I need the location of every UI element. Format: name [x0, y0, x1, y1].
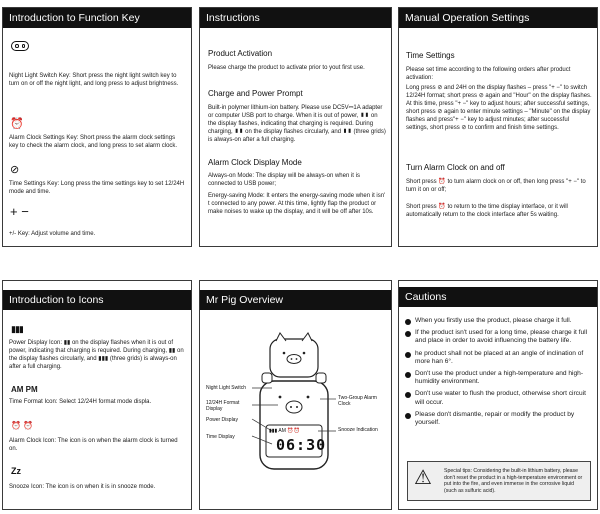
activation-title: Product Activation [208, 49, 273, 58]
label-two-group-alarm: Two-Group Alarm Clock [338, 395, 377, 407]
alarm-clock-key-icon: ⏰ [10, 118, 24, 130]
charge-title: Charge and Power Prompt [208, 89, 303, 98]
time-settings-title: Time Settings [406, 51, 455, 60]
night-light-key-icon [11, 41, 29, 51]
time-settings-key-icon: ⊘ [10, 164, 20, 176]
display-mode-title: Alarm Clock Display Mode [208, 158, 302, 167]
panel-function-key [2, 7, 192, 247]
caution-item: he product shall not be placed at an angle of inclination of more han 6°. [405, 350, 593, 366]
alarm-onoff-text-2: Short press ⏰ to return to the time display interface, or it will automatically return to the clock interface after 5s waiting. [406, 204, 568, 218]
panel-overview [199, 280, 392, 510]
time-settings-text-2: Long press ⊘ and 24H on the display flashes – press "+ −" to switch 12/24H format; short press ⊘ again and "Hour" on the display flashes. At this time, press "+ −" key to adjust hours; after successful settings, short press ⊘ again to enter minute settings – "Minute" on the display flashes and press"+ −" key to adjust minutes; after successful settings, short press ⊘ to confirm and finish time settings. [406, 85, 592, 131]
caution-list [405, 317, 593, 431]
panel-title: Introduction to Icons [3, 290, 191, 310]
volume-key-icon: + − [10, 204, 29, 219]
panel-icons [2, 280, 192, 510]
panel-title: Manual Operation Settings [399, 8, 597, 28]
alarm-icon-text: Alarm Clock Icon: The icon is on when the alarm clock is turned on. [9, 438, 178, 452]
alarm-icons: ⏰ ⏰ [11, 421, 34, 430]
caution-item: Please don't dismantle, repair or modify the product by yourself. [405, 411, 593, 427]
caution-item: Don't use the product under a high-temperature and high-humidity environment. [405, 370, 593, 386]
panel-title: Introduction to Function Key [3, 8, 191, 28]
time-key-text: Time Settings Key: Long press the time settings key to set 12/24H mode and time. [9, 181, 185, 195]
snooze-icon: Zz [11, 466, 21, 476]
power-icon-text: Power Display Icon: ▮▮ on the display flashes when it is out of power, indicating that charging is required. During charging, ▮▮ on the display flashes circularly, and ▮▮▮ (three grids) is always-on after a full charging. [9, 340, 184, 370]
panel-instructions [199, 7, 392, 247]
clock-screen-top: ▮▮▮ AM ⏰⏰ [269, 428, 300, 434]
ampm-icon-text: Time Format Icon: Select 12/24H format mode displa. [9, 399, 152, 405]
caution-item: Don't use water to flush the product, otherwise short circuit will occur. [405, 390, 593, 406]
display-mode-text-2: Energy-saving Mode: It enters the energy-saving mode when it isn' t connected to any power. At this time, lightly flap the product or make noises to wake up the display, and it will be off after 10s. [208, 193, 386, 215]
alarm-key-text: Alarm Clock Settings Key: Short press the alarm clock settings key to check the alarm clock, and long press to set alarm clock. [9, 135, 178, 149]
activation-text: Please charge the product to activate prior to yout first use. [208, 65, 365, 71]
special-tip-box [407, 461, 591, 501]
label-format-display: 12/24H Format Display [206, 400, 240, 412]
night-light-key-text: Night Light Switch Key: Short press the night light switch key to turn on or off the night light, and long press to adjust brightness. [9, 73, 179, 87]
alarm-onoff-title: Turn Alarm Clock on and off [406, 163, 505, 172]
panel-manual-settings [398, 7, 598, 247]
label-snooze: Snooze Indication [338, 427, 378, 433]
display-mode-text-1: Always-on Mode: The display will be always-on when it is connected to USB power; [208, 173, 360, 187]
alarm-onoff-text-1: Short press ⏰ to turn alarm clock on or off, then long press "+ −" to turn it on or off; [406, 179, 586, 193]
snooze-icon-text: Snooze Icon: The icon is on when it is in snooze mode. [9, 484, 156, 490]
special-tip-text: Special tips: Considering the built-in lithium battery, please don't reset the product in a high-temperature environment or put into the fire, and even immerse in the corrosive liquid (such as sulfuric acid). [444, 468, 583, 494]
warning-icon: ⚠ [414, 467, 432, 489]
label-power-display: Power Display [206, 417, 238, 423]
clock-screen-time: 06:30 [276, 436, 327, 454]
charge-text: Built-in polymer lithium-ion battery. Please use DC5V⎓1A adapter or computer USB port to charge. When it is out of power, ▮▮ on the display flashes, indicating that charging is required. During charging, ▮▮ on the display flashes circularly, and ▮▮ (three grids) is always-on after a full charging. [208, 105, 386, 143]
label-night-light: Night Light Switch [206, 385, 247, 391]
panel-title: Cautions [399, 287, 597, 307]
caution-item: When you firstly use the product, please charge it full. [405, 317, 593, 325]
ampm-icon: AM PM [11, 385, 38, 394]
panel-title: Instructions [200, 8, 391, 28]
battery-icon: ▮▮▮ [11, 324, 23, 334]
label-time-display: Time Display [206, 434, 235, 440]
panel-title: Mr Pig Overview [200, 290, 391, 310]
panel-cautions [398, 280, 598, 510]
caution-item: If the product isn't used for a long time, please charge it full and place in order to avoid influencing the battery life. [405, 329, 593, 345]
volume-key-text: +/- Key: Adjust volume and time. [9, 231, 96, 237]
time-settings-text-1: Please set time according to the following orders after product activation: [406, 67, 571, 81]
